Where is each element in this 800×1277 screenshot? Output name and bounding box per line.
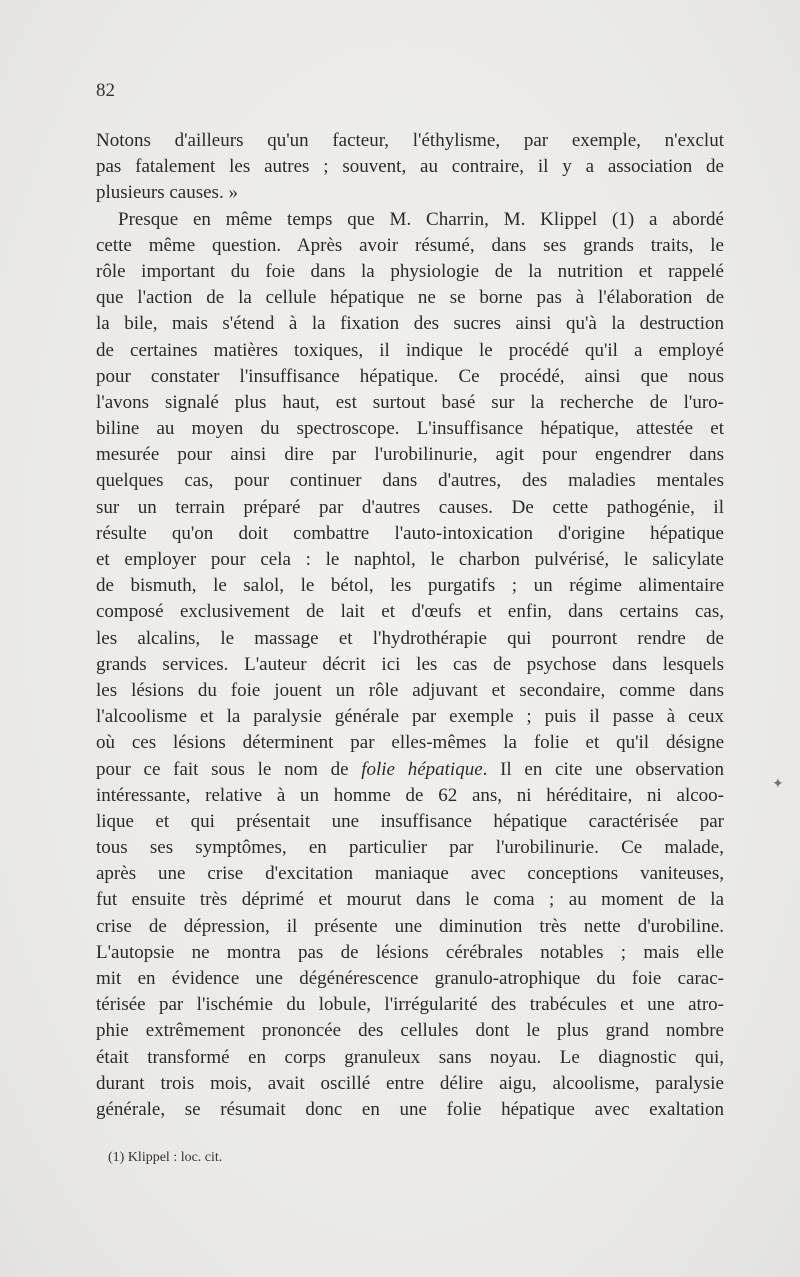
text-line: résulte qu'on doit combattre l'auto-intoxication d'origine hépatique <box>96 522 724 544</box>
text-line: la bile, mais s'étend à la fixation des sucres ainsi qu'à la destruction <box>96 313 724 335</box>
text-line: était transformé en corps granuleux sans noyau. Le diagnostic qui, <box>96 1046 724 1068</box>
text-fragment: . Il en cite une observation <box>482 758 724 780</box>
text-line: tous ses symptômes, en particulier par l'urobilinurie. Ce malade, <box>96 837 724 859</box>
text-line: Notons d'ailleurs qu'un facteur, l'éthylisme, par exemple, n'exclut <box>96 130 724 151</box>
text-line: après une crise d'excitation maniaque avec conceptions vaniteuses, <box>96 863 724 885</box>
text-line: sur un terrain préparé par d'autres causes. De cette pathogénie, il <box>96 496 724 518</box>
text-line: cette même question. Après avoir résumé, dans ses grands traits, le <box>96 234 724 256</box>
text-line: mesurée pour ainsi dire par l'urobilinurie, agit pour engendrer dans <box>96 444 724 466</box>
text-line: crise de dépression, il présente une diminution très nette d'urobiline. <box>96 915 724 937</box>
text-line: plusieurs causes. » <box>96 182 238 204</box>
text-line: lique et qui présentait une insuffisance hépatique caractérisée par <box>96 810 724 832</box>
text-line: que l'action de la cellule hépatique ne se borne pas à l'élaboration de <box>96 287 724 309</box>
text-line: térisée par l'ischémie du lobule, l'irrégularité des trabécules et une atro- <box>96 994 724 1016</box>
footnote: (1) Klippel : loc. cit. <box>108 1150 223 1165</box>
text-line: générale, se résumait donc en une folie hépatique avec exaltation <box>96 1098 724 1120</box>
body-text <box>96 128 724 1123</box>
text-line: quelques cas, pour continuer dans d'autres, des maladies mentales <box>96 470 724 492</box>
text-line: Presque en même temps que M. Charrin, M. Klippel (1) a abordé <box>118 208 724 230</box>
text-line: L'autopsie ne montra pas de lésions cérébrales notables ; mais elle <box>96 941 724 963</box>
page-number: 82 <box>96 80 115 101</box>
text-line: où ces lésions déterminent par elles-mêmes la folie et qu'il désigne <box>96 732 724 754</box>
text-line: et employer pour cela : le naphtol, le charbon pulvérisé, le salicylate <box>96 549 724 570</box>
text-line: phie extrêmement prononcée des cellules dont le plus grand nombre <box>96 1020 724 1042</box>
text-line: de bismuth, le salol, le bétol, les purgatifs ; un régime alimentaire <box>96 575 724 597</box>
text-line: pour constater l'insuffisance hépatique. Ce procédé, ainsi que nous <box>96 365 724 387</box>
ink-speck-icon: ✦ <box>772 776 784 792</box>
text-line: l'avons signalé plus haut, est surtout basé sur la recherche de l'uro- <box>96 391 724 413</box>
text-fragment: pour ce fait sous le nom de <box>96 758 362 780</box>
text-line: l'alcoolisme et la paralysie générale par exemple ; puis il passe à ceux <box>96 706 724 728</box>
text-line: de certaines matières toxiques, il indique le procédé qu'il a employé <box>96 339 724 361</box>
text-line: mit en évidence une dégénérescence granulo-atrophique du foie carac- <box>96 968 724 989</box>
text-line: les lésions du foie jouent un rôle adjuvant et secondaire, comme dans <box>96 679 724 701</box>
text-line: rôle important du foie dans la physiologie de la nutrition et rappelé <box>96 260 724 282</box>
text-line: pas fatalement les autres ; souvent, au contraire, il y a association de <box>96 156 724 178</box>
text-line: composé exclusivement de lait et d'œufs et enfin, dans certains cas, <box>96 601 724 623</box>
text-line-with-italic <box>96 757 724 783</box>
text-line: durant trois mois, avait oscillé entre délire aigu, alcoolisme, paralysie <box>96 1072 724 1094</box>
text-line: biline au moyen du spectroscope. L'insuffisance hépatique, attestée et <box>96 418 724 440</box>
text-line: fut ensuite très déprimé et mourut dans le coma ; au moment de la <box>96 889 724 911</box>
text-line: intéressante, relative à un homme de 62 ans, ni héréditaire, ni alcoo- <box>96 784 724 806</box>
italic-term: folie hépatique <box>361 758 483 780</box>
text-line: les alcalins, le massage et l'hydrothérapie qui pourront rendre de <box>96 627 724 649</box>
text-line: grands services. L'auteur décrit ici les cas de psychose dans lesquels <box>96 653 724 675</box>
